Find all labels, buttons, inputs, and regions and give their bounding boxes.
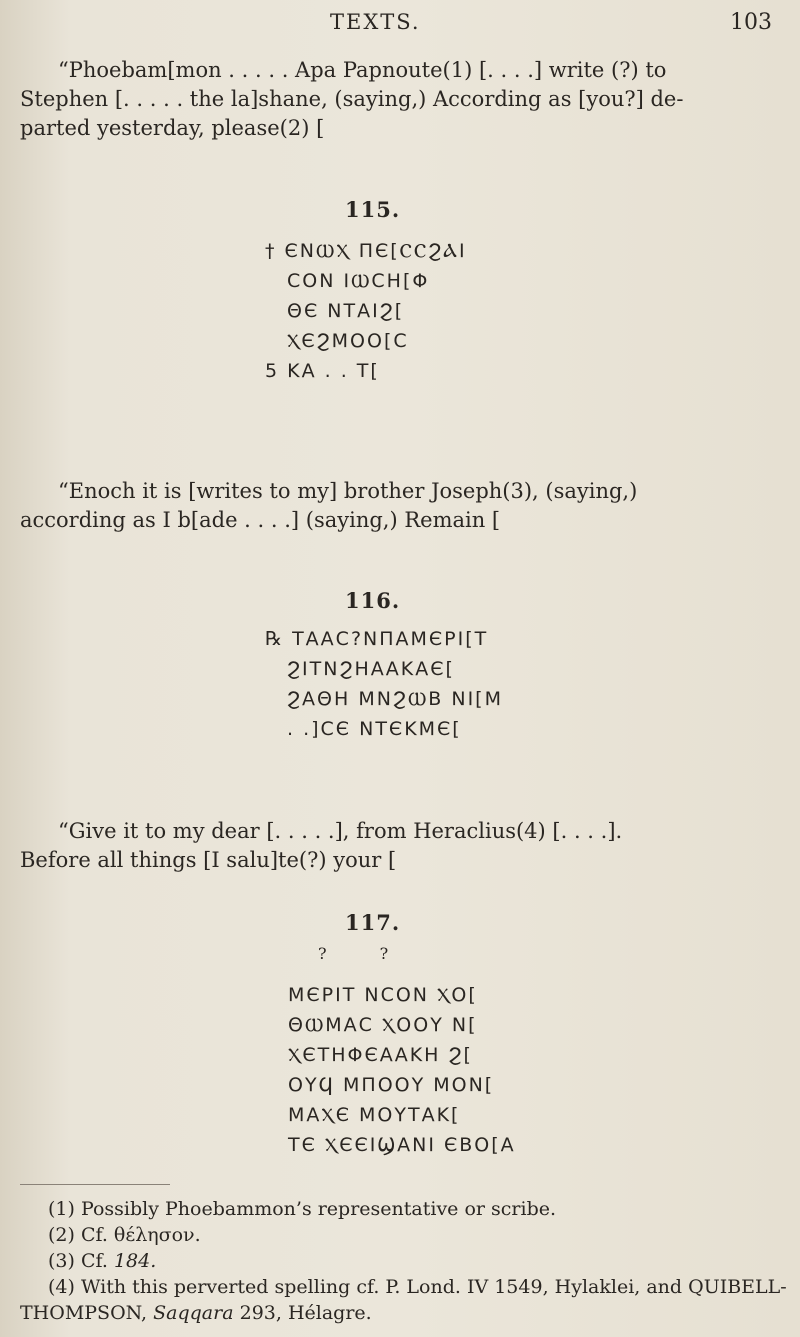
coptic-line: ΜЄΡΙΤ ΝCΟΝ ⲬΟ[ — [288, 984, 478, 1006]
coptic-line: ΘЄ ΝΤΑΙϨ[ — [287, 300, 405, 322]
footnote-3-ref: 184. — [113, 1250, 157, 1272]
coptic-line: ϨΙΤΝϨΗΑΑΚΑЄ[ — [287, 658, 455, 680]
translation-paragraph-3 — [20, 817, 790, 875]
work-title: Saqqara — [153, 1302, 234, 1324]
footnote-4-continued — [20, 1300, 790, 1326]
footnotes — [20, 1196, 790, 1326]
section-number-117: 117. — [345, 910, 401, 935]
coptic-line: . .]CЄ ΝΤЄΚΜЄ[ — [287, 718, 462, 740]
coptic-line: ΤЄ ⲬЄЄΙϢΑΝΙ ЄΒΟ[Α — [288, 1134, 516, 1156]
citation-rest: 293, Hélagre. — [233, 1302, 372, 1324]
coptic-line: 5 ΚΑ . . Τ[ — [265, 360, 380, 382]
footnote-1: (1) Possibly Phoebammon’s representative or scribe. — [48, 1198, 557, 1220]
text-line: “Phoebam[mon . . . . . Apa Papnoute(1) [. . . .] write (?) to — [58, 58, 667, 82]
coptic-text-117 — [288, 980, 516, 1160]
text-line: Before all things [I salu]te(?) your [ — [20, 848, 397, 872]
coptic-line: † ЄNⲰⲬ ΠЄ[ⲤⲤϨⲀΙ — [265, 240, 467, 262]
author-name: THOMPSON, — [20, 1302, 154, 1324]
running-head: TEXTS. — [330, 10, 421, 34]
text-line: according as I b[ade . . . .] (saying,) Remain [ — [20, 508, 501, 532]
coptic-line: ΜΑⲬЄ ΜΟΥΤΑΚ[ — [288, 1104, 461, 1126]
section-number-116: 116. — [345, 588, 401, 613]
translation-paragraph-1 — [20, 56, 790, 143]
translation-paragraph-2 — [20, 477, 790, 535]
coptic-line: ℞ ΤΑΑC?ΝΠΑΜЄΡΙ[Τ — [265, 628, 489, 650]
coptic-line: CON ΙⲰCΗ[Φ — [287, 270, 430, 292]
coptic-text-115 — [265, 236, 467, 386]
page-header — [0, 10, 800, 50]
uncertain-marks: ? ? — [318, 944, 413, 963]
coptic-line: ϨΑΘΗ ΜΝϨⲰΒ ΝΙ[Μ — [287, 688, 503, 710]
coptic-line: ⲬЄΤΗΦЄΑΑΚΗ Ϩ[ — [288, 1044, 473, 1066]
coptic-line: ⲬЄϨΜΟΟ[C — [287, 330, 409, 352]
footnote-3 — [20, 1248, 790, 1274]
coptic-line: ΟΥϤ ΜΠΟΟΥ ΜΟΝ[ — [288, 1074, 495, 1096]
text-line: “Give it to my dear [. . . . .], from Heraclius(4) [. . . .]. — [58, 819, 623, 843]
text-line: “Enoch it is [writes to my] brother Joseph(3), (saying,) — [58, 479, 638, 503]
footnote-rule — [20, 1184, 170, 1185]
footnote-2: (2) Cf. θέλησον. — [48, 1224, 201, 1246]
coptic-text-116 — [265, 624, 503, 744]
page-number: 103 — [730, 10, 772, 35]
text-line: Stephen [. . . . . the la]shane, (saying,) According as [you?] de- — [20, 87, 684, 111]
text-line: parted yesterday, please(2) [ — [20, 116, 325, 140]
coptic-line: ΘⲰΜΑC ⲬΟΟΥ Ν[ — [288, 1014, 478, 1036]
section-number-115: 115. — [345, 197, 401, 222]
footnote-3-prefix: (3) Cf. — [48, 1250, 114, 1272]
footnote-4: (4) With this perverted spelling cf. P. Lond. IV 1549, Hylaklei, and QUIBELL- — [48, 1276, 787, 1298]
